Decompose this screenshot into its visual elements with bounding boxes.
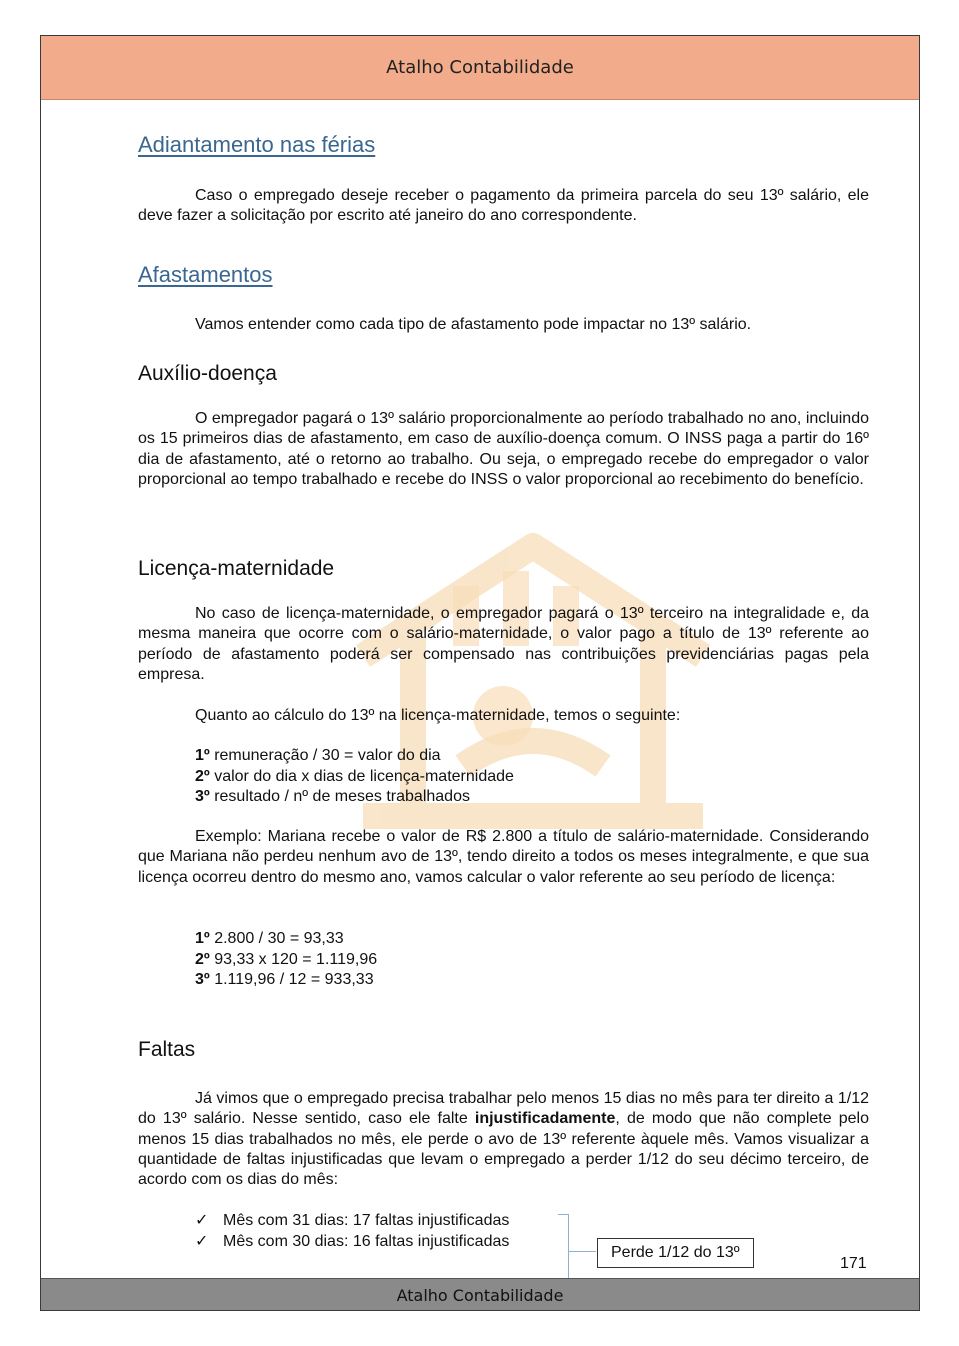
list-item: ✓ Mês com 30 dias: 16 faltas injustificadas [195, 1232, 509, 1253]
page-number: 171 [840, 1255, 867, 1272]
paragraph-exemplo: Exemplo: Mariana recebe o valor de R$ 2.800 a título de salário-maternidade. Considerando que Mariana não perdeu nenhum avo de 13º, tendo direito a todos os meses integralmente, e que sua licença ocorreu dentro do mesmo ano, vamos calcular o valor referente ao seu período de licença: [138, 828, 869, 886]
result-box: Perde 1/12 do 13º [597, 1238, 754, 1268]
document-page [40, 35, 920, 1311]
list-item: ✓ Mês com 31 dias: 17 faltas injustificadas [195, 1211, 509, 1232]
heading-adiantamento[interactable]: Adiantamento nas férias [138, 132, 376, 157]
step-item: 3º resultado / nº de meses trabalhados [195, 788, 470, 805]
heading-afastamentos[interactable]: Afastamentos [138, 262, 273, 287]
calc-item: 1º 2.800 / 30 = 93,33 [195, 930, 344, 947]
paragraph-adiantamento: Caso o empregado deseje receber o pagamento da primeira parcela do seu 13º salário, ele deve fazer a solicitação por escrito até janeiro do ano correspondente. [138, 187, 869, 225]
checkmark-icon: ✓ [195, 1212, 209, 1229]
heading-faltas: Faltas [138, 1038, 196, 1061]
page-footer: Atalho Contabilidade [41, 1278, 919, 1310]
step-item: 2º valor do dia x dias de licença-maternidade [195, 767, 514, 785]
heading-auxilio-doenca: Auxílio-doença [138, 362, 277, 385]
calculation-example [195, 929, 377, 991]
paragraph-licenca-1: No caso de licença-maternidade, o empregador pagará o 13º terceiro na integralidade e, da mesma maneira que ocorre com o salário-maternidade, o valor pago a título de 13º referente ao período de afastamento poderá ser compensado nas contribuições previdenciárias pagas pela empresa. [138, 605, 869, 683]
calc-item: 3º 1.119,96 / 12 = 933,33 [195, 971, 374, 988]
paragraph-faltas: Já vimos que o empregado precisa trabalhar pelo menos 15 dias no mês para ter direito a 1/12 do 13º salário. Nesse sentido, caso ele falte injustificadamente, de modo que não complete pelo menos 15 dias trabalhados no mês, ele perde o avo de 13º referente àquele mês. Vamos visualizar a quantidade de faltas injustificadas que levam o empregado a perder 1/12 do seu décimo terceiro, de acordo com os dias do mês: [138, 1090, 870, 1189]
faltas-list [195, 1211, 509, 1252]
paragraph-auxilio-doenca: O empregador pagará o 13º salário proporcionalmente ao período trabalhado no ano, incluindo os 15 primeiros dias de afastamento, em caso de auxílio-doença comum. O INSS paga a partir do 16º dia de afastamento, até o retorno ao trabalho. Ou seja, o empregado recebe do empregador o valor proporcional ao tempo trabalhado e recebe do INSS o valor proporcional ao recebimento do benefício. [138, 410, 869, 488]
connector-line [568, 1251, 596, 1252]
paragraph-afastamentos: Vamos entender como cada tipo de afastamento pode impactar no 13º salário. [195, 316, 752, 333]
calc-item: 2º 93,33 x 120 = 1.119,96 [195, 950, 378, 968]
step-item: 1º remuneração / 30 = valor do dia [195, 747, 441, 764]
heading-licenca-maternidade: Licença-maternidade [138, 557, 335, 580]
calculation-steps [195, 746, 514, 808]
paragraph-licenca-2: Quanto ao cálculo do 13º na licença-maternidade, temos o seguinte: [195, 707, 681, 724]
page-header: Atalho Contabilidade [41, 36, 919, 100]
checkmark-icon: ✓ [195, 1232, 209, 1250]
